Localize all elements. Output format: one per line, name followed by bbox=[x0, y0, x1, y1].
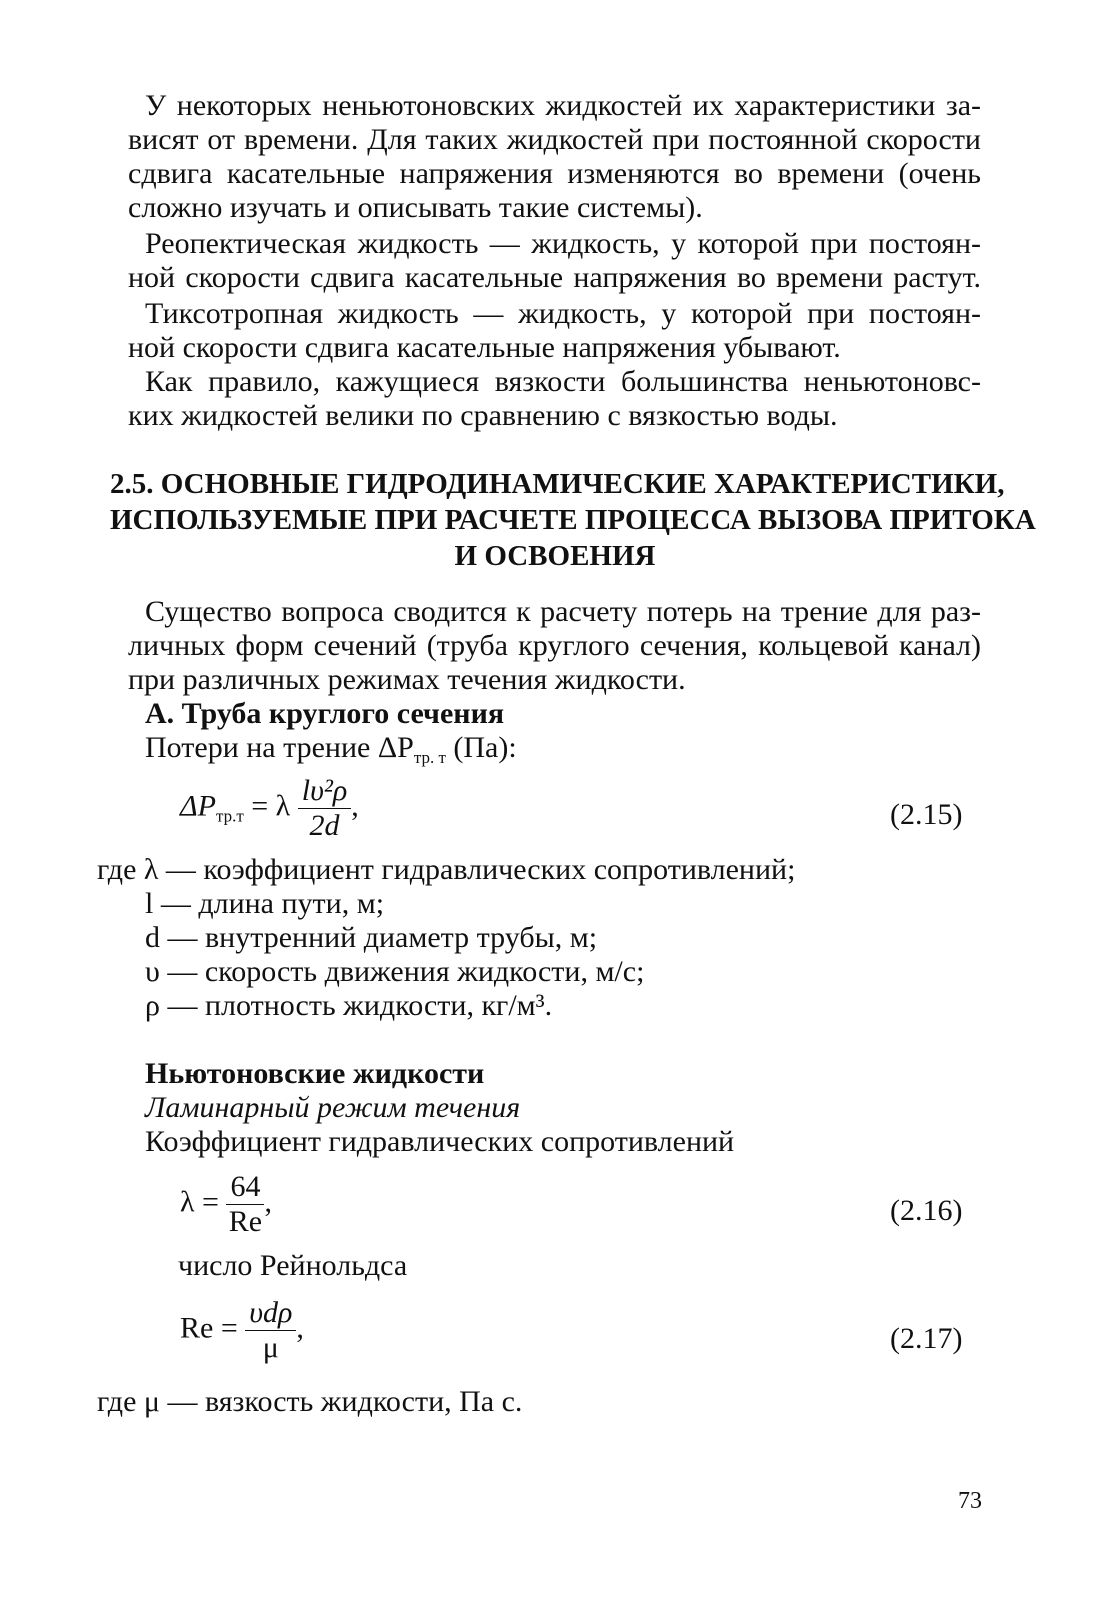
eq217-numerator: υdρ bbox=[245, 1296, 296, 1331]
page-number: 73 bbox=[958, 1488, 982, 1514]
eq215-lhs-sub: тр.т bbox=[215, 806, 244, 826]
para4-line2: ких жидкостей велики по сравнению с вязкостью воды. bbox=[128, 399, 838, 432]
eq215-number: (2.15) bbox=[890, 798, 963, 831]
section-heading-line2: ИСПОЛЬЗУЕМЫЕ ПРИ РАСЧЕТЕ ПРОЦЕССА ВЫЗОВА ПРИТОКА bbox=[110, 504, 1036, 536]
friction-intro-sub: тр. т bbox=[413, 748, 446, 767]
friction-intro-text: Потери на трение ΔP bbox=[145, 731, 414, 764]
para2-line2: ной скорости сдвига касательные напряжения во времени растут. bbox=[128, 261, 981, 294]
eq215-fraction bbox=[298, 774, 352, 843]
eq217-number: (2.17) bbox=[890, 1322, 963, 1355]
eq215-numerator: lυ²ρ bbox=[298, 774, 352, 809]
eq216-fraction bbox=[226, 1170, 264, 1239]
where-l: l — длина пути, м; bbox=[145, 887, 385, 920]
para4-line1: Как правило, кажущиеся вязкости большинства неньютоновс- bbox=[145, 365, 981, 398]
where-d: d — внутренний диаметр трубы, м; bbox=[145, 921, 598, 954]
eq215-mid: = λ bbox=[243, 789, 291, 823]
para1-line1: У некоторых неньютоновских жидкостей их характеристики за- bbox=[145, 89, 981, 122]
para3-line1: Тиксотропная жидкость — жидкость, у которой при постоян- bbox=[145, 297, 981, 330]
equation-2-16 bbox=[180, 1170, 272, 1239]
eq216-lhs: λ = bbox=[180, 1185, 219, 1219]
friction-intro-tail: (Па): bbox=[445, 731, 517, 764]
eq216-denominator: Re bbox=[228, 1205, 263, 1238]
final-line: где μ — вязкость жидкости, Па с. bbox=[97, 1385, 523, 1418]
eq217-denominator: μ bbox=[262, 1331, 279, 1364]
para1-line2: висят от времени. Для таких жидкостей при постоянной скорости bbox=[128, 123, 981, 156]
equation-2-15 bbox=[180, 774, 359, 843]
where-v: υ — скорость движения жидкости, м/с; bbox=[145, 955, 645, 988]
para1-line3: сдвига касательные напряжения изменяются во времени (очень bbox=[128, 157, 981, 190]
laminar-heading: Ламинарный режим течения bbox=[145, 1091, 521, 1124]
para3-line2: ной скорости сдвига касательные напряжения убывают. bbox=[128, 331, 841, 364]
eq216-numerator: 64 bbox=[226, 1170, 264, 1205]
where-lambda: где λ — коэффициент гидравлических сопротивлений; bbox=[97, 853, 796, 886]
eq215-tail: , bbox=[351, 789, 359, 823]
friction-intro bbox=[145, 730, 517, 776]
para2-line1: Реопектическая жидкость — жидкость, у которой при постоян- bbox=[145, 227, 981, 260]
para5-line3: при различных режимах течения жидкости. bbox=[128, 663, 686, 696]
eq216-tail: , bbox=[264, 1185, 272, 1219]
eq216-number: (2.16) bbox=[890, 1194, 963, 1227]
eq217-lhs: Re = bbox=[180, 1311, 238, 1345]
newtonian-heading: Ньютоновские жидкости bbox=[145, 1057, 485, 1090]
subsection-a-title: А. Труба круглого сечения bbox=[145, 697, 505, 730]
para1-line4: сложно изучать и описывать такие системы). bbox=[128, 191, 703, 224]
reynolds-intro: число Рейнольдса bbox=[178, 1249, 408, 1282]
section-heading-line1: 2.5. ОСНОВНЫЕ ГИДРОДИНАМИЧЕСКИЕ ХАРАКТЕРИСТИКИ, bbox=[110, 468, 1005, 500]
eq215-lhs: ΔP bbox=[180, 789, 216, 823]
section-heading-line3: И ОСВОЕНИЯ bbox=[454, 540, 656, 572]
equation-2-17 bbox=[180, 1296, 304, 1365]
eq217-fraction bbox=[245, 1296, 296, 1365]
where-rho: ρ — плотность жидкости, кг/м³. bbox=[145, 989, 553, 1022]
eq217-tail: , bbox=[296, 1311, 304, 1345]
para5-line2: личных форм сечений (труба круглого сечения, кольцевой канал) bbox=[128, 629, 981, 662]
eq215-denominator: 2d bbox=[309, 809, 340, 842]
para5-line1: Существо вопроса сводится к расчету потерь на трение для раз- bbox=[145, 595, 981, 628]
coef-intro: Коэффициент гидравлических сопротивлений bbox=[145, 1125, 735, 1158]
